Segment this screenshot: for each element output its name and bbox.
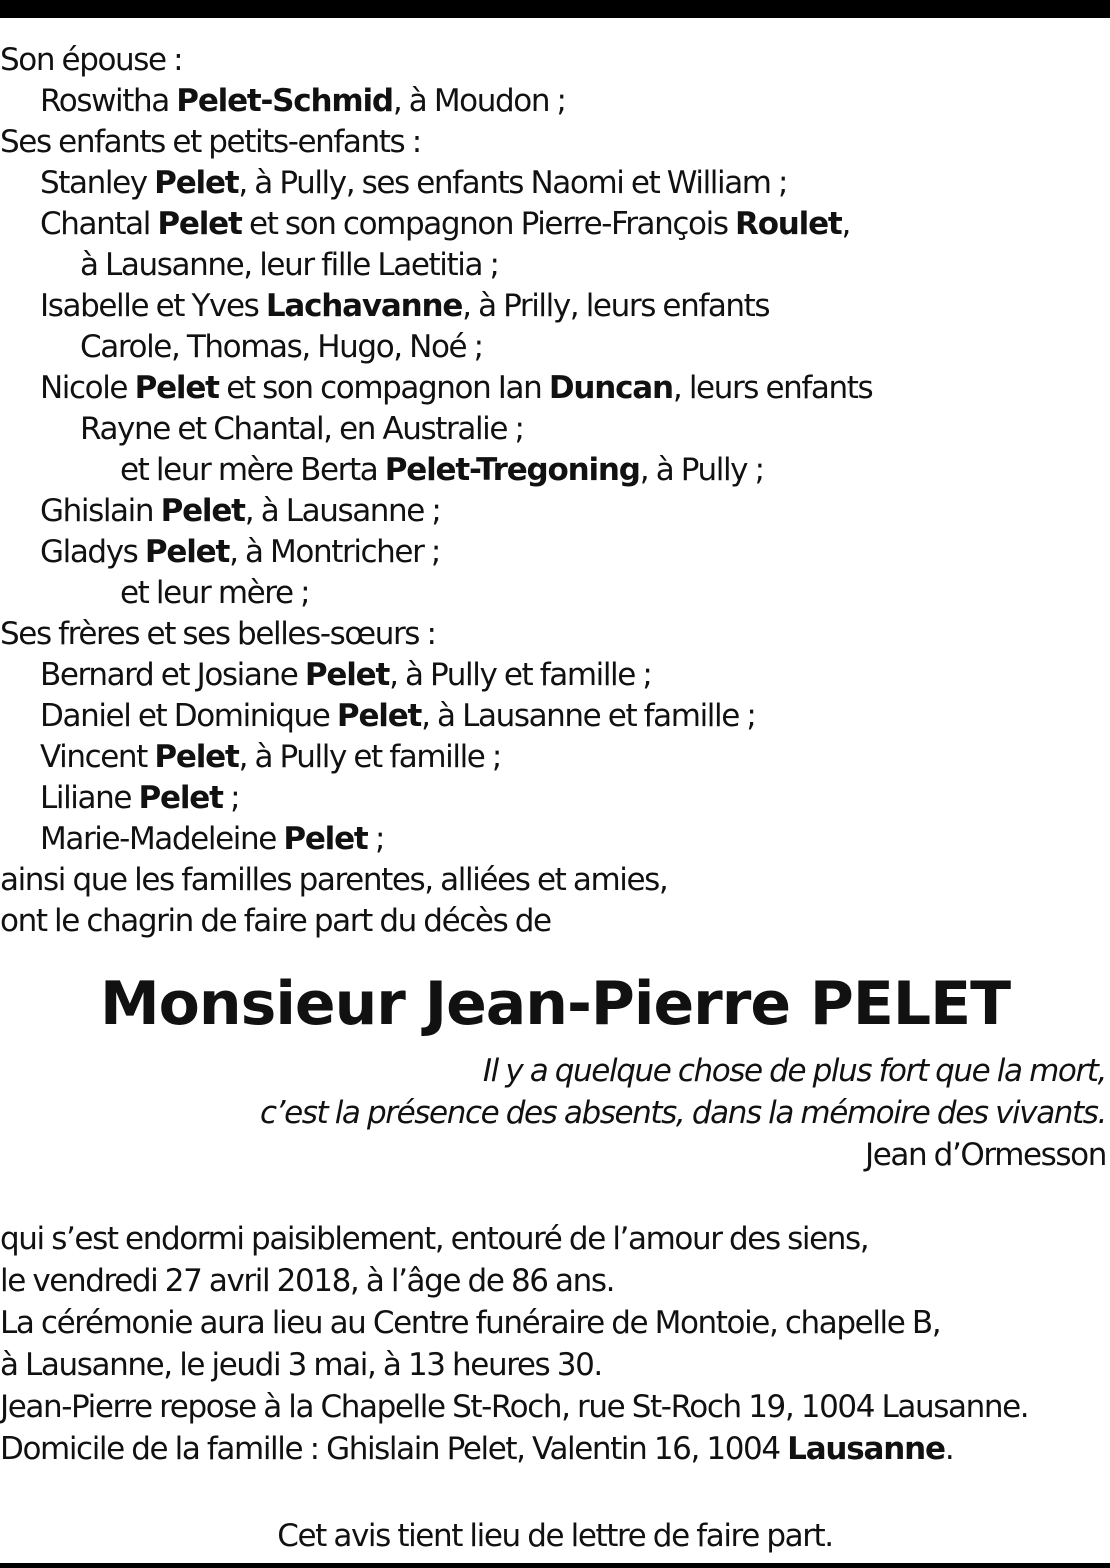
child-nicole: Nicole Pelet et son compagnon Ian Duncan, leurs enfants (40, 370, 873, 406)
child-chantal: Chantal Pelet et son compagnon Pierre-François Roulet, (40, 206, 851, 242)
gladys-mother: et leur mère ; (120, 575, 310, 611)
city-bold: Lausanne (787, 1431, 945, 1467)
details-line-5: Jean-Pierre repose à la Chapelle St-Roch, rue St-Roch 19, 1004 Lausanne. (0, 1389, 1029, 1425)
details-line-3: La cérémonie aura lieu au Centre funéraire de Montoie, chapelle B, (0, 1305, 941, 1341)
surname: Pelet (134, 370, 219, 406)
surname: Pelet (304, 657, 390, 693)
bottom-rule (0, 1563, 1110, 1568)
surname: Pelet (154, 165, 239, 201)
closing-line-2: ont le chagrin de faire part du décès de (0, 903, 551, 939)
child-nicole-cont: Rayne et Chantal, en Australie ; (80, 411, 524, 447)
sibling-marie: Marie-Madeleine Pelet ; (40, 821, 385, 857)
spouse-heading: Son épouse : (0, 42, 183, 78)
surname: Pelet (144, 534, 230, 570)
surname: Pelet-Tregoning (384, 452, 640, 488)
sibling-bernard: Bernard et Josiane Pelet, à Pully et famille ; (40, 657, 652, 693)
child-isabelle-cont: Carole, Thomas, Hugo, Noé ; (80, 329, 483, 365)
details-line-2: le vendredi 27 avril 2018, à l’âge de 86 ans. (0, 1263, 615, 1299)
spouse-line: Roswitha Pelet-Schmid, à Moudon ; (40, 83, 566, 119)
top-rule (0, 0, 1110, 18)
footer-note: Cet avis tient lieu de lettre de faire part. (277, 1518, 833, 1554)
siblings-heading: Ses frères et ses belles-sœurs : (0, 616, 436, 652)
deceased-name: Monsieur Jean-Pierre PELET (99, 969, 1011, 1039)
child-isabelle: Isabelle et Yves Lachavanne, à Prilly, leurs enfants (40, 288, 770, 324)
child-gladys: Gladys Pelet, à Montricher ; (40, 534, 440, 570)
children-heading: Ses enfants et petits-enfants : (0, 124, 421, 160)
surname: Pelet (157, 206, 242, 242)
surname: Pelet (154, 739, 239, 775)
surname: Roulet (735, 206, 842, 242)
quote-line-2: c’est la présence des absents, dans la mémoire des vivants. (259, 1095, 1106, 1131)
berta-line: et leur mère Berta Pelet-Tregoning, à Pully ; (120, 452, 764, 488)
child-stanley: Stanley Pelet, à Pully, ses enfants Naomi et William ; (40, 165, 788, 201)
child-chantal-cont: à Lausanne, leur fille Laetitia ; (80, 247, 499, 283)
surname: Lachavanne (265, 288, 463, 324)
surname: Pelet-Schmid (176, 83, 393, 119)
details-line-1: qui s’est endormi paisiblement, entouré de l’amour des siens, (0, 1221, 869, 1257)
surname: Pelet (138, 780, 223, 816)
sibling-liliane: Liliane Pelet ; (40, 780, 240, 816)
quote-author: Jean d’Ormesson (864, 1137, 1106, 1173)
closing-line-1: ainsi que les familles parentes, alliées et amies, (0, 862, 668, 898)
surname: Pelet (283, 821, 368, 857)
child-ghislain: Ghislain Pelet, à Lausanne ; (40, 493, 441, 529)
details-line-6: Domicile de la famille : Ghislain Pelet, Valentin 16, 1004 Lausanne. (0, 1431, 954, 1467)
surname: Pelet (336, 698, 422, 734)
surname: Pelet (160, 493, 245, 529)
quote-line-1: Il y a quelque chose de plus fort que la mort, (482, 1053, 1106, 1089)
details-line-4: à Lausanne, le jeudi 3 mai, à 13 heures 30. (0, 1347, 602, 1383)
surname: Duncan (548, 370, 673, 406)
sibling-daniel: Daniel et Dominique Pelet, à Lausanne et famille ; (40, 698, 756, 734)
sibling-vincent: Vincent Pelet, à Pully et famille ; (40, 739, 501, 775)
